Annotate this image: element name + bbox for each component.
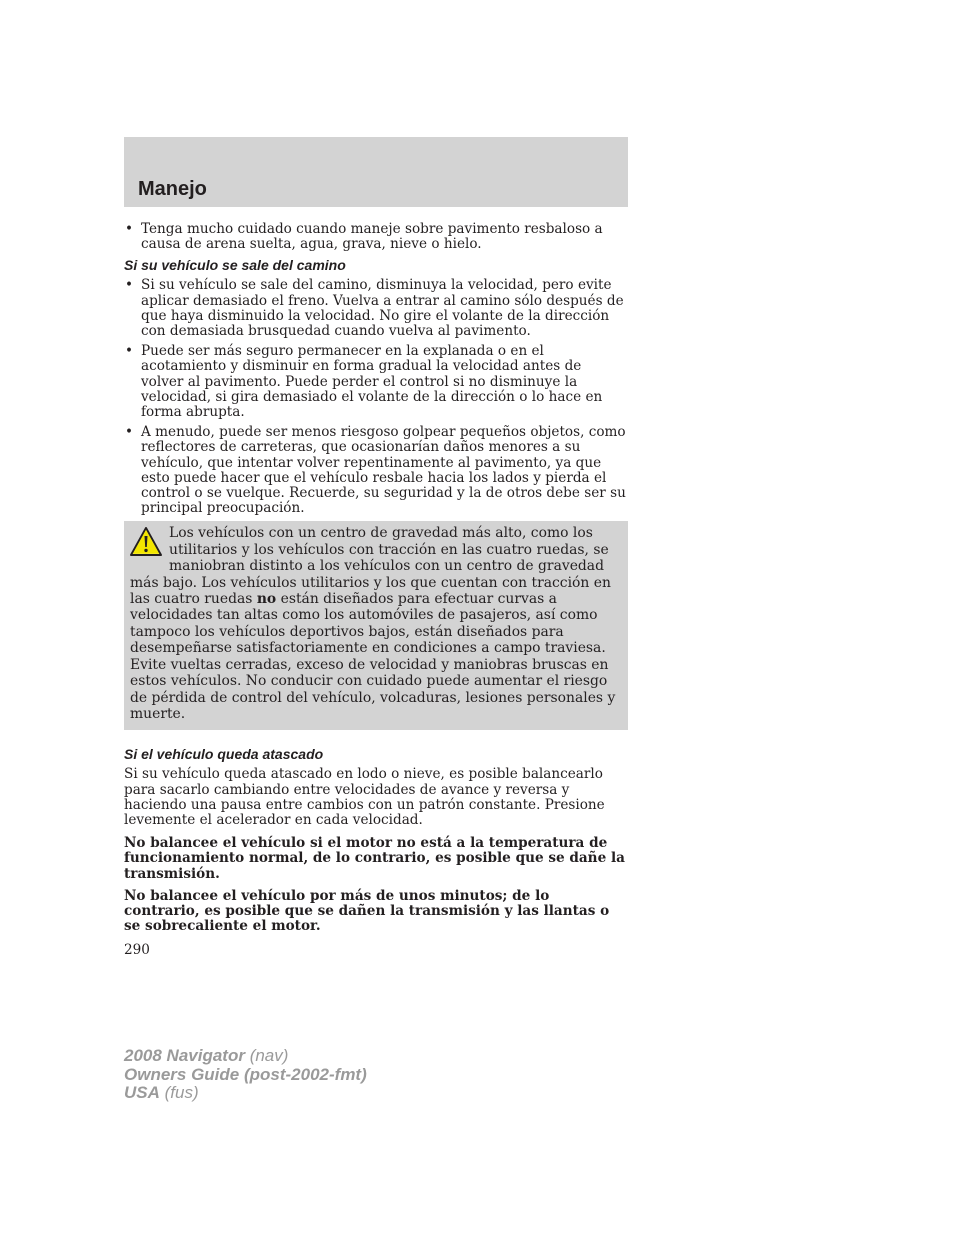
page-number: 290 — [124, 942, 150, 959]
bullet-icon: • — [125, 221, 134, 237]
footer-guide: Owners Guide (post-2002-fmt) — [124, 1064, 367, 1084]
warning-text: Los vehículos con un centro de gravedad más alto, como los utilitarios y los vehículos con tracción en las cuatro ruedas, se maniobran distinto a los vehículos con un centro de gravedad más bajo. Los vehículos utilitarios y los que cuentan con tracción en las cuatro ruedas — [130, 525, 611, 608]
footer-line — [124, 1047, 367, 1066]
footer-market: USA — [124, 1083, 160, 1102]
list-item-text: Si su vehículo se sale del camino, disminuya la velocidad, pero evite aplicar demasiado el freno. Vuelva a entrar al camino sólo después de que haya disminuido la velocidad. No gire el volante de la dirección con demasiada brusquedad cuando vuelva al pavimento. — [141, 277, 624, 340]
warning-triangle-icon — [129, 526, 163, 558]
warning-text-emphasis: no — [256, 591, 277, 608]
footer-line — [124, 1066, 367, 1085]
footer — [124, 1047, 367, 1103]
footer-model-code: (nav) — [249, 1046, 289, 1065]
bullet-list — [124, 278, 628, 516]
footer-model: 2008 Navigator — [124, 1046, 245, 1065]
bold-paragraph: No balancee el vehículo por más de unos minutos; de lo contrario, es posible que se dañen la transmisión y las llantas o se sobrecaliente el motor. — [124, 887, 610, 935]
warning-text: están diseñados para efectuar curvas a velocidades tan altas como los automóviles de pasajeros, así como tampoco los vehículos deportivos bajos, están diseñados para desempeñarse satisfactoriamente en condiciones a campo traviesa. Evite vueltas cerradas, exceso de velocidad y maniobras bruscas en estos vehículos. No conducir con cuidado puede aumentar el riesgo de pérdida de control del vehículo, volcaduras, lesiones personales y muerte. — [130, 591, 616, 722]
list-item — [124, 344, 628, 420]
section-heading: Si el vehículo queda atascado — [124, 746, 324, 763]
warning-box — [124, 521, 628, 730]
bullet-icon: • — [125, 424, 134, 441]
list-item-text: A menudo, puede ser menos riesgoso golpear pequeños objetos, como reflectores de carreteras, que ocasionarían daños menores a su vehículo, que intentar volver repentinamente al pavimento, ya que esto puede hacer que el vehículo resbale hacia los lados y pierda el control o se vuelque. Recuerde, su seguridad y la de otros debe ser su principal preocupación. — [141, 424, 626, 517]
list-item-text: Tenga mucho cuidado cuando maneje sobre pavimento resbaloso a causa de arena suelta, agua, grava, nieve o hielo. — [141, 221, 603, 253]
list-item-text: Puede ser más seguro permanecer en la explanada o en el acotamiento y disminuir en forma gradual la velocidad antes de volver al pavimento. Puede perder el control si no disminuye la velocidad, si gira demasiado el volante de la dirección o lo hace en forma abrupta. — [141, 343, 603, 421]
list-item — [124, 222, 628, 252]
bullet-icon: • — [125, 343, 134, 360]
section-heading: Si su vehículo se sale del camino — [124, 257, 346, 274]
bullet-list — [124, 222, 628, 252]
header-band — [124, 137, 628, 207]
footer-market-code: (fus) — [164, 1083, 199, 1102]
body-paragraph: Si su vehículo queda atascado en lodo o nieve, es posible balancearlo para sacarlo cambiando entre velocidades de avance y reversa y haciendo una pausa entre cambios con un patrón constante. Presione levemente el acelerador en cada velocidad. — [124, 766, 605, 828]
footer-line — [124, 1084, 367, 1103]
bullet-icon: • — [125, 277, 134, 294]
list-item — [124, 425, 628, 516]
list-item — [124, 278, 628, 339]
bold-paragraph: No balancee el vehículo si el motor no está a la temperatura de funcionamiento normal, de lo contrario, es posible que se dañe la transmisión. — [124, 835, 625, 882]
page-content — [124, 222, 628, 959]
page-title: Manejo — [138, 178, 207, 200]
